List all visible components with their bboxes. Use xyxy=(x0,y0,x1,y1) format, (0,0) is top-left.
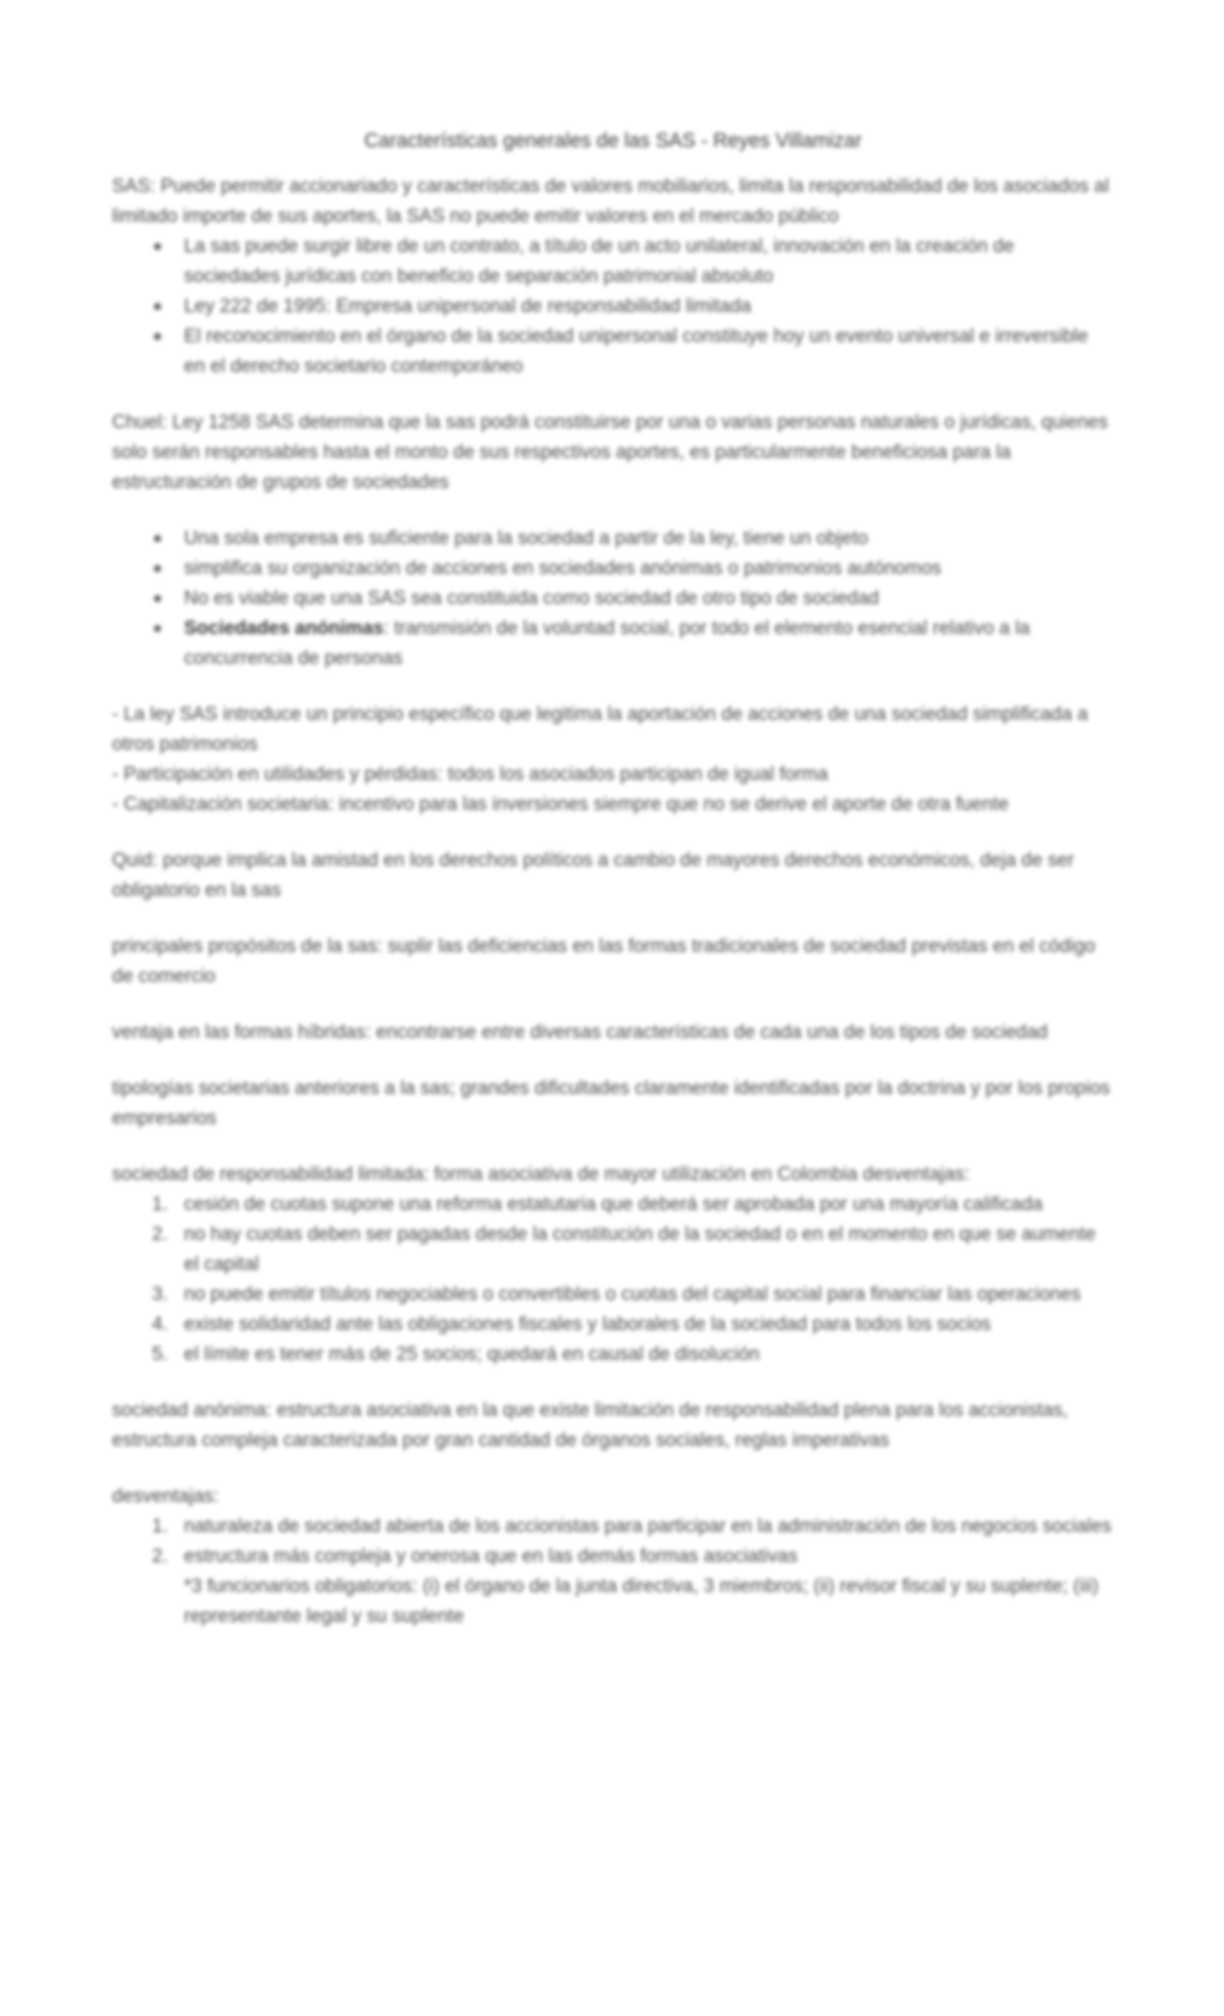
intro-paragraph: SAS: Puede permitir accionariado y características de valores mobiliarios, limita la responsabilidad de los asociados al limitado importe de sus aportes, la SAS no puede emitir valores en el mercado público xyxy=(112,176,1109,227)
paragraph-5: ventaja en las formas híbridas: encontrarse entre diversas características de cada una de los tipos de sociedad xyxy=(112,1022,1048,1043)
list-item: simplifica su organización de acciones en sociedades anónimas o patrimonios autónomos xyxy=(184,554,1114,584)
bullet-list-1 xyxy=(112,232,1114,382)
paragraph-6: tipologías societarias anteriores a la sas; grandes dificultades claramente identificadas por la doctrina y por los propios empresarios xyxy=(112,1078,1111,1129)
dash-line: - Participación en utilidades y pérdidas: todos los asociados participan de igual forma xyxy=(112,764,829,785)
list-item: Sociedades anónimas: transmisión de la voluntad social, por todo el elemento esencial relativo a la concurrencia de personas xyxy=(184,614,1114,674)
list-item: 3. no puede emitir títulos negociables o convertibles o cuotas del capital social para financiar las operaciones xyxy=(152,1284,1081,1305)
list-item: No es viable que una SAS sea constituida como sociedad de otro tipo de sociedad xyxy=(184,584,1114,614)
list-item: 5. el límite es tener más de 25 socios; quedará en causal de disolución xyxy=(152,1344,760,1365)
dash-line: - La ley SAS introduce un principio específico que legitima la aportación de acciones de una sociedad simplificada a otros patrimonios xyxy=(112,704,1088,755)
dash-line: - Capitalización societaria: incentivo para las inversiones siempre que no se derive el aporte de otra fuente xyxy=(112,794,1009,815)
list-item: 2. no hay cuotas deben ser pagadas desde la constitución de la sociedad o en el momento en que se aumente el capital xyxy=(152,1224,1096,1275)
page-title: Características generales de las SAS - Reyes Villamizar xyxy=(364,130,862,152)
list-item: 1. cesión de cuotas supone una reforma estatutaria que deberá ser aprobada por una mayoría calificada xyxy=(152,1194,1043,1215)
list-item: 2. estructura más compleja y onerosa que en las demás formas asociativas *3 funcionarios obligatorios: (i) el órgano de la junta directiva, 3 miembros; (ii) revisor fiscal y su suplente; (iii) representante legal y su suplente xyxy=(152,1546,1099,1627)
list-item: 1. naturaleza de sociedad abierta de los accionistas para participar en la administración de los negocios sociales xyxy=(152,1516,1112,1537)
paragraph-8: sociedad anónima: estructura asociativa en la que existe limitación de responsabilidad plena para los accionistas, estructura compleja caracterizada por gran cantidad de órganos sociales, reglas imperativas xyxy=(112,1400,1068,1451)
document-body xyxy=(112,126,1114,1632)
paragraph-3: Quid: porque implica la amistad en los derechos políticos a cambio de mayores derechos económicos, deja de ser obligatorio en la sas xyxy=(112,850,1075,901)
list-item: La sas puede surgir libre de un contrato, a título de un acto unilateral, innovación en la creación de sociedades jurídicas con beneficio de separación patrimonial absoluto xyxy=(184,232,1114,292)
bullet-list-2 xyxy=(112,524,1114,674)
list-item: Una sola empresa es suficiente para la sociedad a partir de la ley, tiene un objeto xyxy=(184,524,1114,554)
list-item: Ley 222 de 1995: Empresa unipersonal de responsabilidad limitada xyxy=(184,292,1114,322)
paragraph-7: sociedad de responsabilidad limitada: forma asociativa de mayor utilización en Colombia desventajas: xyxy=(112,1164,970,1185)
list-item: El reconocimiento en el órgano de la sociedad unipersonal constituye hoy un evento universal e irreversible en el derecho societario contemporáneo xyxy=(184,322,1114,382)
paragraph-2: Chuel: Ley 1258 SAS determina que la sas podrá constituirse por una o varias personas naturales o jurídicas, quienes solo serán responsables hasta el monto de sus respectivos aportes, es particularmente beneficiosa para la estructuración de grupos de sociedades xyxy=(112,412,1108,493)
numbered-list-1 xyxy=(112,1190,1114,1370)
numbered-list-2 xyxy=(112,1512,1114,1632)
paragraph-4: principales propósitos de la sas: suplir las deficiencias en las formas tradicionales de sociedad previstas en el código de comercio xyxy=(112,936,1096,987)
bold-term: Sociedades anónimas xyxy=(184,618,384,639)
list-item: 4. existe solidaridad ante las obligaciones fiscales y laborales de la sociedad para todos los socios xyxy=(152,1314,991,1335)
list-item-note: *3 funcionarios obligatorios: (i) el órgano de la junta directiva, 3 miembros; (ii) revisor fiscal y su suplente; (iii) representante legal y su suplente xyxy=(184,1576,1099,1627)
paragraph-9: desventajas: xyxy=(112,1486,219,1507)
